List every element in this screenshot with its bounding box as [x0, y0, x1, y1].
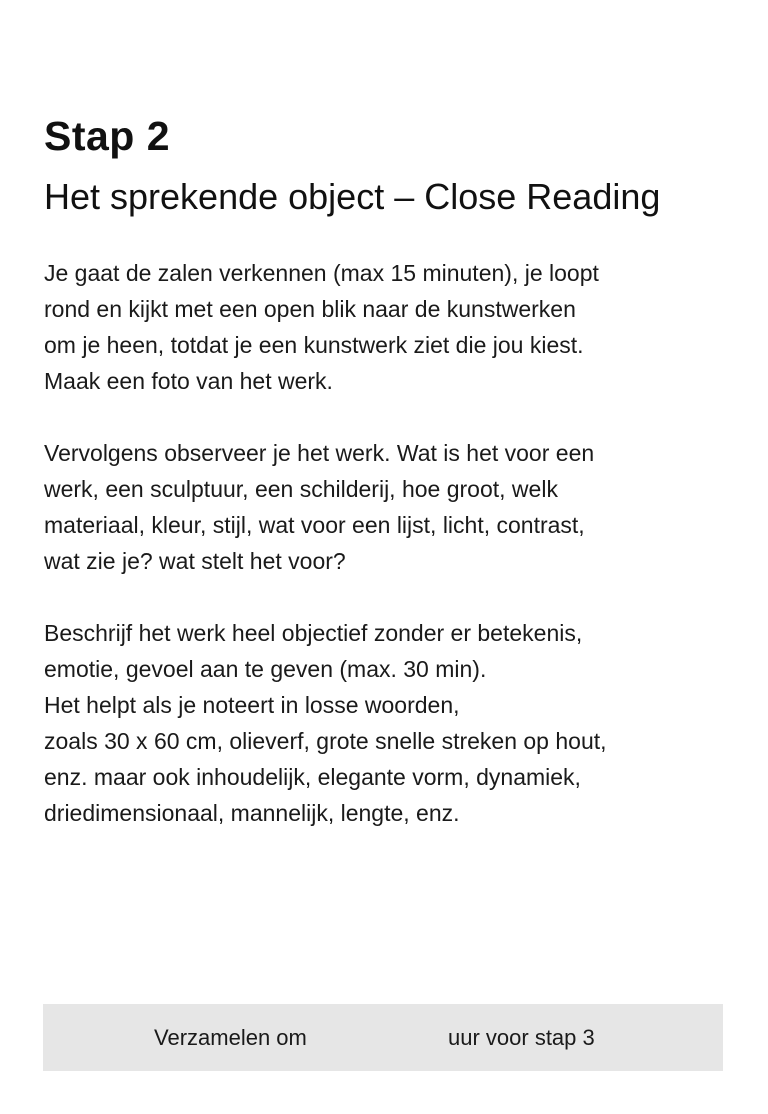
page-title: Het sprekende object – Close Reading — [44, 176, 661, 217]
paragraph-explore — [44, 255, 734, 399]
text-line: Vervolgens observeer je het werk. Wat is het voor een — [44, 440, 595, 466]
text-line: Het helpt als je noteert in losse woorden, — [44, 692, 460, 718]
text-line: zoals 30 x 60 cm, olieverf, grote snelle streken op hout, — [44, 728, 607, 754]
text-line: Maak een foto van het werk. — [44, 368, 333, 394]
next-step-label: uur voor stap 3 — [448, 1025, 595, 1050]
step-heading: Stap 2 — [44, 113, 171, 159]
text-line: emotie, gevoel aan te geven (max. 30 min). — [44, 656, 487, 682]
text-line: om je heen, totdat je een kunstwerk ziet die jou kiest. — [44, 332, 584, 358]
text-line: Beschrijf het werk heel objectief zonder er betekenis, — [44, 620, 583, 646]
instructions-body — [44, 255, 734, 867]
gather-label: Verzamelen om — [154, 1025, 307, 1050]
paragraph-describe — [44, 615, 734, 831]
text-line: materiaal, kleur, stijl, wat voor een lijst, licht, contrast, — [44, 512, 585, 538]
paragraph-observe — [44, 435, 734, 579]
gather-time-box — [43, 1004, 723, 1071]
text-line: Je gaat de zalen verkennen (max 15 minuten), je loopt — [44, 260, 599, 286]
text-line: enz. maar ook inhoudelijk, elegante vorm, dynamiek, — [44, 764, 581, 790]
text-line: wat zie je? wat stelt het voor? — [44, 548, 346, 574]
text-line: driedimensionaal, mannelijk, lengte, enz. — [44, 800, 460, 826]
text-line: rond en kijkt met een open blik naar de kunstwerken — [44, 296, 576, 322]
text-line: werk, een sculptuur, een schilderij, hoe groot, welk — [44, 476, 558, 502]
